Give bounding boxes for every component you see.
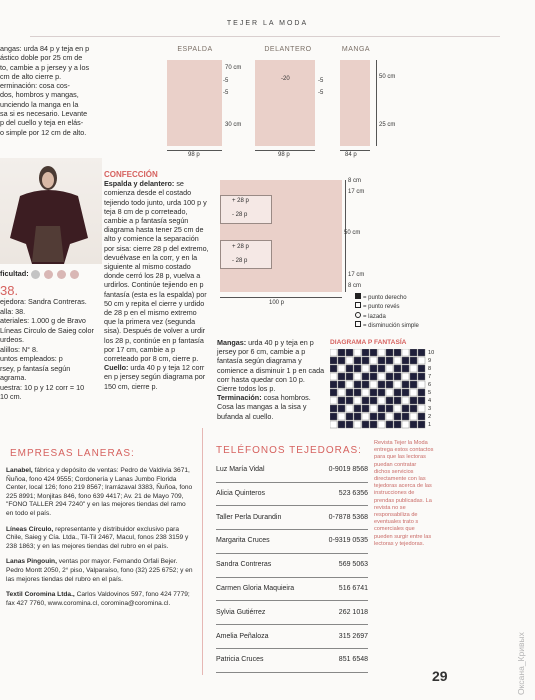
telefono-row: Amelia Peñaloza 315 2697 bbox=[216, 631, 368, 650]
grid-cell bbox=[338, 397, 345, 404]
grid-cell bbox=[330, 357, 337, 364]
spec-line: urdeos. bbox=[0, 335, 24, 344]
model-photo bbox=[0, 158, 102, 264]
difficulty-dot-icon bbox=[31, 270, 40, 279]
left-top-text bbox=[0, 44, 102, 137]
grid-cell bbox=[394, 389, 401, 396]
grid-cell bbox=[394, 413, 401, 420]
grid-cell bbox=[402, 357, 409, 364]
telefono-row: Margarita Cruces 0-9319 0535 bbox=[216, 535, 368, 554]
left-line: p del cuello y teja en elás- bbox=[0, 118, 84, 128]
grid-cell bbox=[346, 397, 353, 404]
body-chart-width: 100 p bbox=[269, 300, 285, 306]
terminacion-heading: Terminación: bbox=[217, 393, 262, 403]
telefono-row: Sandra Contreras 569 5063 bbox=[216, 559, 368, 578]
mangas-heading: Mangas: bbox=[217, 338, 247, 347]
grid-cell bbox=[370, 365, 377, 372]
row-number: 3 bbox=[428, 406, 432, 412]
grid-cell bbox=[386, 405, 393, 412]
row-number: 2 bbox=[428, 414, 432, 420]
grid-cell bbox=[402, 365, 409, 372]
telefonos-title: TELÉFONOS TEJEDORAS: bbox=[216, 445, 362, 456]
spec-line: Líneas Circulo de Saieg color bbox=[0, 325, 94, 335]
grid-cell bbox=[410, 373, 417, 380]
empresa-item: Lanabel, fábrica y depósito de ventas: Pedro de Valdivia 3671, Ñuñoa, fono 424 9555; Cordonería y Lanas Jumbo Florida Center, local 126; fono 219 8567; Irarrázaval 3383, Ñuñoa, fono 225 8991; Monjitas 846, fono 639 4417; Av. 21 de Mayo 709, "FONO TALLER 294 7240" y en las mejores tiendas del ramo en todo el país. bbox=[6, 467, 193, 517]
delantero-side: -5 bbox=[318, 78, 324, 84]
grid-cell bbox=[410, 413, 417, 420]
grid-cell bbox=[362, 389, 369, 396]
grid-cell bbox=[410, 421, 417, 428]
grid-cell bbox=[338, 349, 345, 356]
grid-cell bbox=[386, 381, 393, 388]
grid-cell bbox=[410, 357, 417, 364]
grid-cell bbox=[394, 397, 401, 404]
espalda-panel bbox=[167, 60, 222, 146]
empresa-item: Lanas Pingouin, ventas por mayor. Fernando Orfali Bejer. Pedro Montt 2050, 2° piso, Valparaíso, fono (32) 225 6752; y en las mejores tiendas del rubro en el país. bbox=[6, 558, 193, 583]
left-line: ástico doble por 25 cm de bbox=[0, 53, 83, 63]
grid-cell bbox=[354, 405, 361, 412]
delantero-width-line bbox=[255, 150, 315, 151]
grid-cell bbox=[402, 373, 409, 380]
confeccion-block bbox=[104, 170, 209, 391]
grid-cell bbox=[354, 373, 361, 380]
grid-cell bbox=[378, 405, 385, 412]
decrease-symbol-icon bbox=[355, 321, 361, 327]
row-number: 9 bbox=[428, 358, 432, 364]
grid-cell bbox=[410, 405, 417, 412]
grid-cell bbox=[386, 421, 393, 428]
grid-cell bbox=[330, 389, 337, 396]
grid-cell bbox=[362, 357, 369, 364]
grid-cell bbox=[378, 381, 385, 388]
empresas-list bbox=[6, 467, 194, 615]
page-number: 29 bbox=[432, 668, 448, 684]
grid-cell bbox=[418, 405, 425, 412]
grid-cell bbox=[354, 389, 361, 396]
grid-cell bbox=[330, 381, 337, 388]
grid-cell bbox=[418, 349, 425, 356]
delantero-panel bbox=[255, 60, 315, 146]
magazine-header: TEJER LA MODA bbox=[226, 20, 309, 27]
legend-item: = punto derecho bbox=[355, 293, 419, 302]
grid-cell bbox=[370, 357, 377, 364]
grid-cell bbox=[418, 413, 425, 420]
left-line: unciendo la manga en la bbox=[0, 99, 79, 109]
difficulty-dot-icon bbox=[70, 270, 79, 279]
cuello-heading: Cuello: bbox=[104, 363, 129, 373]
grid-cell bbox=[378, 365, 385, 372]
grid-cell bbox=[418, 373, 425, 380]
grid-cell bbox=[354, 421, 361, 428]
grid-cell bbox=[330, 397, 337, 404]
grid-cell bbox=[394, 365, 401, 372]
purl-symbol-icon bbox=[355, 302, 361, 308]
espalda-heading: Espalda y delantero: bbox=[104, 179, 175, 189]
grid-cell bbox=[402, 421, 409, 428]
grid-cell bbox=[386, 365, 393, 372]
grid-cell bbox=[354, 357, 361, 364]
spec-line: ejedora: Sandra Contreras. bbox=[0, 297, 87, 306]
manga-width: 84 p bbox=[345, 152, 357, 158]
grid-cell bbox=[386, 373, 393, 380]
espalda-side2: -5 bbox=[223, 90, 229, 96]
espalda-label: ESPALDA bbox=[177, 46, 213, 53]
espalda-h2: 30 cm bbox=[225, 122, 242, 128]
delantero-label: DELANTERO bbox=[264, 46, 312, 53]
knit-symbol-icon bbox=[355, 293, 361, 299]
body-chart-right: 8 cm bbox=[348, 283, 362, 289]
espalda-h1: 70 cm bbox=[225, 65, 242, 71]
grid-cell bbox=[330, 373, 337, 380]
left-line: to, cambie a p jersey y a los bbox=[0, 62, 90, 72]
grid-cell bbox=[362, 365, 369, 372]
grid-cell bbox=[394, 405, 401, 412]
cuello-text: urda 40 p y teja 12 corr en p jersey según diagrama por 150 cm, cierre p. bbox=[104, 363, 206, 391]
grid-cell bbox=[370, 421, 377, 428]
grid-cell bbox=[378, 389, 385, 396]
grid-cell bbox=[386, 357, 393, 364]
pattern-grid bbox=[330, 349, 426, 429]
grid-cell bbox=[362, 349, 369, 356]
manga-h1: 50 cm bbox=[379, 74, 396, 80]
grid-cell bbox=[386, 397, 393, 404]
body-chart-right: 50 cm bbox=[344, 230, 361, 236]
size-big: 38. bbox=[0, 283, 19, 298]
espalda-text: se comienza desde el costado tejiendo todo junto, urda 100 p y teja 8 cm de p correteado, cambie a p fantasía según diagrama hasta tener 25 cm de alto y comience la separación por sisa: cierre 28 p del extremo, devuélvase en la corr, y en la siguiente al mismo costado donde cerró los 28 p, vuelva a urdirlos. Continúe tejiendo en p fantasía (esta es la espalda) por 50 cm y repita el cierre y urdido de 28 p en el mismo extremo que la primera vez (segunda sisa). Después de volver a urdir los 28 p, continúe en p fantasía por 17 cm, cambie a p correteado por 8 cm, cierre p. bbox=[104, 179, 209, 364]
delantero-side2: -5 bbox=[318, 90, 324, 96]
grid-cell bbox=[402, 397, 409, 404]
grid-cell bbox=[330, 405, 337, 412]
grid-cell bbox=[386, 349, 393, 356]
difficulty-label: ficultad: bbox=[0, 269, 29, 278]
header-rule bbox=[30, 36, 500, 37]
empresa-item: Textil Coromina Ltda., Carlos Valdovinos 597, fono 424 7779; fax 427 7760, www.coromina.cl, coromina@coromina.cl. bbox=[6, 591, 190, 607]
body-chart-label: + 28 p bbox=[232, 198, 249, 204]
manga-width-line bbox=[340, 150, 370, 151]
confeccion-title: CONFECCIÓN bbox=[104, 170, 158, 179]
empresa-item: Líneas Círculo, representante y distribuidor exclusivo para Chile, Saieg y Cía. Ltda., Til-Til 2467, Macul, fonos 238 3159 y 238 1863; y en las mejores tiendas del rubro en el país. bbox=[6, 525, 189, 550]
grid-cell bbox=[330, 421, 337, 428]
espalda-width-line bbox=[167, 150, 222, 151]
grid-cell bbox=[346, 405, 353, 412]
difficulty-dot-icon bbox=[57, 270, 66, 279]
grid-cell bbox=[418, 357, 425, 364]
row-number: 7 bbox=[428, 374, 432, 380]
grid-cell bbox=[370, 389, 377, 396]
grid-cell bbox=[418, 421, 425, 428]
grid-cell bbox=[354, 349, 361, 356]
body-chart-height-line bbox=[345, 180, 346, 292]
grid-cell bbox=[354, 381, 361, 388]
row-number: 1 bbox=[428, 422, 432, 428]
spec-line: untos empleados: p bbox=[0, 354, 63, 363]
pattern-diagram bbox=[330, 349, 435, 434]
grid-cell bbox=[378, 349, 385, 356]
row-number: 8 bbox=[428, 366, 432, 372]
left-line: angas: urda 84 p y teja en p bbox=[0, 44, 90, 53]
spec-line: 10 cm. bbox=[0, 392, 22, 401]
grid-cell bbox=[410, 397, 417, 404]
body-chart-right: 8 cm bbox=[348, 178, 362, 184]
grid-cell bbox=[410, 389, 417, 396]
body-chart-label: - 28 p bbox=[232, 258, 248, 264]
grid-cell bbox=[410, 349, 417, 356]
grid-cell bbox=[362, 413, 369, 420]
grid-cell bbox=[402, 405, 409, 412]
grid-cell bbox=[346, 381, 353, 388]
grid-cell bbox=[338, 357, 345, 364]
spec-line: alillos: N° 8. bbox=[0, 344, 39, 354]
disclaimer-note: Revista Tejer la Moda entrega estos contactos para que las lectoras puedan contratar dichos servicios directamente con las tejedoras acerca de las instrucciones de prendas publicadas. La revista no se responsabiliza de eventuales trato s comerciales que pueden surgir entre las lectoras y tejedoras. bbox=[374, 440, 434, 547]
grid-cell bbox=[354, 413, 361, 420]
grid-cell bbox=[362, 381, 369, 388]
row-number: 4 bbox=[428, 398, 432, 404]
grid-cell bbox=[346, 413, 353, 420]
manga-panel bbox=[340, 60, 370, 146]
grid-cell bbox=[370, 381, 377, 388]
telefono-row: Carmen Gloria Maquieira 516 6741 bbox=[216, 583, 368, 602]
difficulty-dot-icon bbox=[44, 270, 53, 279]
grid-cell bbox=[338, 405, 345, 412]
mangas-text: urda 40 p y teja en p jersey por 6 cm, cambie a p fantasía según diagrama y comience a disminuir 1 p en cada corr hasta quedar con 10 p. Cierre todos los p. bbox=[217, 338, 325, 394]
stitch-legend bbox=[355, 293, 419, 331]
grid-cell bbox=[346, 357, 353, 364]
row-number: 5 bbox=[428, 390, 432, 396]
telefonos-list bbox=[216, 464, 368, 678]
grid-cell bbox=[402, 413, 409, 420]
body-chart-right: 17 cm bbox=[348, 189, 365, 195]
grid-cell bbox=[394, 381, 401, 388]
grid-cell bbox=[338, 381, 345, 388]
espalda-width: 98 p bbox=[188, 152, 200, 158]
delantero-dec: -20 bbox=[281, 76, 290, 82]
grid-cell bbox=[330, 413, 337, 420]
mangas-block bbox=[217, 338, 325, 421]
telefono-row: Luz María Vidal 0-9019 8568 bbox=[216, 464, 368, 483]
grid-cell bbox=[354, 397, 361, 404]
yarn-over-icon bbox=[355, 312, 361, 318]
grid-cell bbox=[386, 413, 393, 420]
grid-cell bbox=[418, 381, 425, 388]
grid-cell bbox=[330, 365, 337, 372]
left-line: dos, hombros y mangas, bbox=[0, 90, 79, 100]
grid-cell bbox=[362, 397, 369, 404]
grid-cell bbox=[362, 421, 369, 428]
grid-cell bbox=[370, 405, 377, 412]
grid-cell bbox=[338, 365, 345, 372]
grid-cell bbox=[338, 413, 345, 420]
grid-cell bbox=[386, 389, 393, 396]
grid-cell bbox=[410, 365, 417, 372]
grid-cell bbox=[346, 389, 353, 396]
grid-cell bbox=[338, 421, 345, 428]
legend-item: = punto revés bbox=[355, 302, 419, 311]
row-number: 10 bbox=[428, 350, 435, 356]
watermark: Оксана_Кривых bbox=[516, 632, 526, 695]
grid-cell bbox=[346, 421, 353, 428]
diagram-row-numbers bbox=[428, 349, 434, 429]
grid-cell bbox=[378, 421, 385, 428]
grid-cell bbox=[338, 389, 345, 396]
diagram-title: DIAGRAMA P FANTASÍA bbox=[330, 339, 407, 346]
spec-line: ateriales: 1.000 g de Bravo bbox=[0, 316, 86, 325]
grid-cell bbox=[378, 373, 385, 380]
telefono-row: Sylvia Gutiérrez 262 1018 bbox=[216, 607, 368, 626]
left-line: sa si es necesario. Levante bbox=[0, 109, 88, 119]
telefono-row: Alicia Quinteros 523 6356 bbox=[216, 488, 368, 507]
grid-cell bbox=[410, 381, 417, 388]
grid-cell bbox=[378, 413, 385, 420]
delantero-width: 98 p bbox=[278, 152, 290, 158]
manga-h2: 25 cm bbox=[379, 122, 396, 128]
grid-cell bbox=[402, 389, 409, 396]
legend-item: = lazada bbox=[355, 312, 419, 321]
grid-cell bbox=[402, 349, 409, 356]
body-chart-right: 17 cm bbox=[348, 272, 365, 278]
telefono-row: Patricia Cruces 851 6548 bbox=[216, 654, 368, 673]
grid-cell bbox=[362, 373, 369, 380]
body-chart-width-line bbox=[220, 297, 342, 298]
grid-cell bbox=[370, 349, 377, 356]
legend-item: = disminución simple bbox=[355, 321, 419, 330]
grid-cell bbox=[418, 365, 425, 372]
left-line: o simple por 12 cm de alto. bbox=[0, 127, 87, 137]
grid-cell bbox=[402, 381, 409, 388]
grid-cell bbox=[370, 373, 377, 380]
grid-cell bbox=[370, 397, 377, 404]
terminacion-text: cosa hombros. Cosa las mangas a la sisa y bufanda al cuello. bbox=[217, 393, 311, 421]
grid-cell bbox=[394, 357, 401, 364]
left-line: erminación: cosa cos- bbox=[0, 81, 70, 91]
grid-cell bbox=[346, 373, 353, 380]
grid-cell bbox=[378, 397, 385, 404]
spec-line: rsey, p fantasía según bbox=[0, 363, 71, 373]
difficulty-row bbox=[0, 269, 81, 279]
grid-cell bbox=[346, 349, 353, 356]
grid-cell bbox=[362, 405, 369, 412]
espalda-side: -5 bbox=[223, 78, 229, 84]
row-number: 6 bbox=[428, 382, 432, 388]
grid-cell bbox=[418, 389, 425, 396]
body-chart-label: - 28 p bbox=[232, 212, 248, 218]
grid-cell bbox=[346, 365, 353, 372]
manga-label: MANGA bbox=[341, 46, 371, 53]
body-chart-label: + 28 p bbox=[232, 244, 249, 250]
grid-cell bbox=[394, 421, 401, 428]
grid-cell bbox=[338, 373, 345, 380]
grid-cell bbox=[370, 413, 377, 420]
grid-cell bbox=[378, 357, 385, 364]
manga-height-line bbox=[376, 60, 377, 146]
grid-cell bbox=[354, 365, 361, 372]
specs-block bbox=[0, 297, 102, 402]
grid-cell bbox=[394, 349, 401, 356]
grid-cell bbox=[330, 349, 337, 356]
spec-line: alla: 38. bbox=[0, 306, 26, 316]
grid-cell bbox=[418, 397, 425, 404]
spec-line: uestra: 10 p y 12 corr = 10 bbox=[0, 382, 85, 392]
left-line: cm de alto cierre p. bbox=[0, 71, 62, 81]
grid-cell bbox=[394, 373, 401, 380]
empresas-title: EMPRESAS LANERAS: bbox=[10, 448, 135, 459]
spec-line: agrama. bbox=[0, 373, 27, 382]
telefono-row: Taller Perla Durandin 0-7878 5368 bbox=[216, 512, 368, 531]
